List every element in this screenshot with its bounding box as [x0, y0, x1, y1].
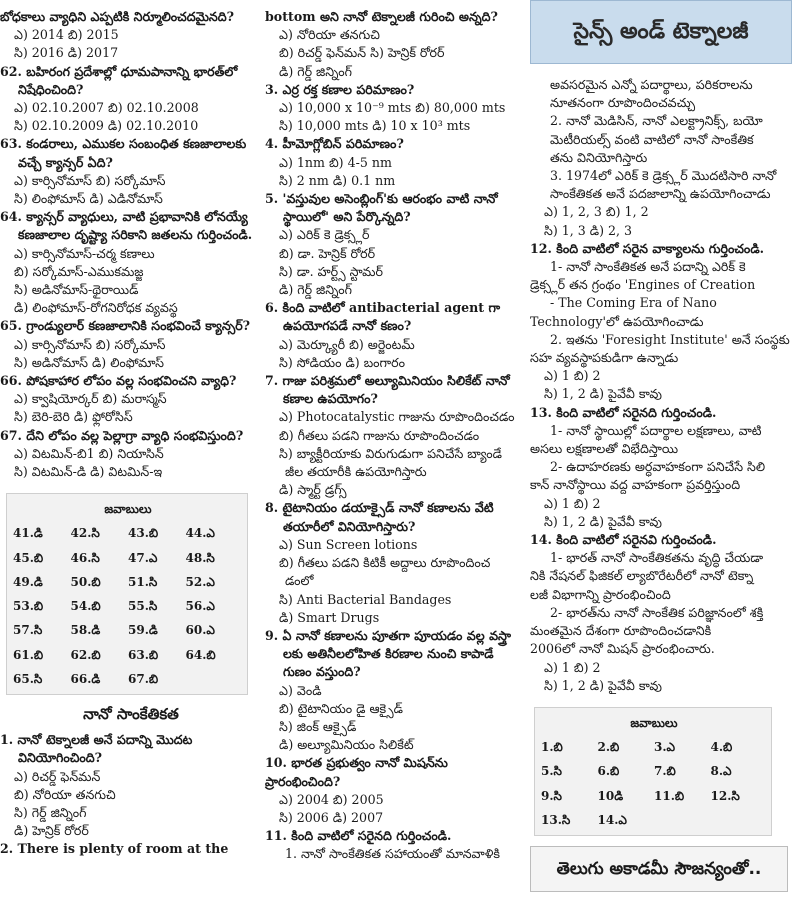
question-line: 66. పోషకాహార లోపం వల్ల సంభవించని వ్యాధి? — [0, 373, 237, 389]
question-line: 8. టైటానియం డయాక్సైడ్ నానో కణాలను వేటి — [265, 500, 494, 516]
answer-key-cell: 67.బి — [128, 671, 159, 686]
question-line: కణజాలాల దృష్ట్యా సరికాని జతలను గుర్తించండి. — [18, 227, 253, 243]
answer-key-cell: 8.ఎ — [710, 764, 732, 779]
question-line: Technology'లో ఉపయోగించాడు — [530, 313, 704, 329]
answer-option: సి) 1, 2 డి) పైవేవీ కావు — [544, 677, 662, 693]
answer-key-cell: 52.ఎ — [185, 574, 215, 589]
answer-key-cell: 61.బి — [13, 647, 44, 662]
answer-key-cell: 50.బి — [70, 574, 101, 589]
question-line: 65. గ్రాండ్యులార్ కణజాలానికి సంభవించే క్యాన్సర్? — [0, 318, 251, 334]
answer-option: ఎ) కార్సినోమాస్ బి) సర్కోమాస్ — [14, 172, 166, 188]
answer-option: ఎ) మెర్క్యూరీ బి) అర్జెంటమ్ — [279, 336, 415, 352]
answer-key-cell: 56.ఎ — [185, 599, 215, 614]
answer-option: డి) గెర్డ్ జిన్నింగ్ — [279, 282, 352, 298]
answer-key-cell: 58.డి — [70, 623, 101, 638]
answer-option: సి) 10,000 mts డి) 10 x 10³ mts — [279, 118, 471, 134]
question-line: లకు అతినీలలోహిత కిరణాల నుంచి కాపాడే — [283, 646, 494, 662]
column-2 — [265, 8, 520, 864]
answer-option: ఎ) 1, 2, 3 బి) 1, 2 — [544, 204, 649, 220]
question-line: బోధకాలు వ్యాధిని ఎప్పటికి నిర్మూలించదమైనది? — [0, 9, 235, 24]
answer-key-cell: 10డి — [597, 788, 624, 803]
answer-key-cell: 14.ఎ — [597, 812, 627, 827]
question-line: 5. 'వస్తువుల అసెంబ్లింగ్'కు ఆరంభం వాటి నానో — [265, 191, 498, 207]
answer-key-cell: 45.బి — [13, 550, 44, 565]
answer-option: సి) బ్యాక్టీరియాకు విరుగుడుగా పనిచేసే బ్యాండే — [279, 445, 502, 461]
answer-option: ఎ) 02.10.2007 బి) 02.10.2008 — [14, 100, 199, 116]
answer-option: డి) స్మార్ట్ డ్రగ్స్ — [279, 482, 347, 498]
question-line: నికి నేషనల్ ఫిజికల్ ల్యాబొరేటరీలో నానో టెక్నా — [530, 568, 754, 584]
answer-option: బి) నోరియా తనగుచి — [14, 786, 116, 802]
answer-box-title: జవాబులు — [630, 715, 678, 730]
column-1 — [0, 8, 262, 859]
answer-option: ఎ) విటమిన్-బి1 బి) నియాసిన్ — [14, 445, 164, 461]
question-line: వచ్చే క్యాన్సర్ ఏది? — [18, 154, 113, 170]
question-line: వినియోగించింది? — [18, 750, 103, 766]
answer-key-cell: 54.బి — [70, 599, 101, 614]
answer-option: డి) లింఫోమాస్-రోగనిరోధక వ్యవస్థ — [14, 300, 178, 316]
question-line: 10. భారత ప్రభుత్వం నానో మిషన్‌ను ప్రారంభించింది? — [265, 755, 448, 789]
question-line: 2. There is plenty of room at the — [0, 841, 229, 857]
answer-key-cell: 13.సి — [541, 812, 571, 827]
question-line: 2. ఇతను 'Foresight Institute' అనే సంస్థకు — [550, 331, 790, 347]
question-line: 3. ఎర్ర రక్త కణాల పరిమాణం? — [265, 81, 415, 97]
question-line: కాన్ నానోస్థాయి వద్ద వాహకంగా ప్రవర్తిస్తుంది — [530, 477, 741, 493]
answer-option: ఎ) 1nm బి) 4-5 nm — [279, 154, 392, 170]
question-line: తయారీలో వినియోగిస్తారు? — [283, 518, 416, 534]
question-line: డంలో — [285, 573, 314, 589]
answer-option: సి) 1, 3 డి) 2, 3 — [544, 222, 633, 238]
answer-key-cell: 41.డి — [13, 526, 43, 541]
answer-option: డి) హెన్రిక్ రోరర్ — [14, 823, 89, 839]
answer-option: ఎ) రిచర్డ్ ఫెన్‌మన్ — [14, 768, 101, 784]
question-line: కణాల ఉపయోగం? — [283, 391, 378, 407]
answer-option: సి) 1, 2 డి) పైవేవీ కావు — [544, 513, 662, 529]
question-line: 2006లో నానో మిషన్ ప్రారంభించారు. — [530, 641, 715, 657]
question-line: మంతమైన దేశంగా రూపొందించడానికి — [530, 623, 712, 639]
answer-box-1 — [6, 493, 248, 695]
answer-key-cell: 49.డి — [13, 574, 43, 589]
question-line: - The Coming Era of Nano — [550, 295, 717, 311]
question-line: స్థాయిలో' అని పేర్కొన్నది? — [283, 209, 411, 225]
question-line: లజీ విభాగాన్ని ప్రారంభించింది — [530, 586, 671, 602]
answer-option: బి) రిచర్డ్ ఫెన్‌మన్ సి) హెన్రిక్ రోరర్ — [279, 45, 445, 61]
answer-option: ఎ) 2004 బి) 2005 — [279, 791, 384, 807]
column-2-questions — [265, 8, 520, 864]
answer-key-cell: 11.బి — [654, 788, 685, 803]
question-line: 6. కింది వాటిలో antibacterial agent గా — [265, 300, 501, 316]
answer-box-title: జవాబులు — [104, 502, 152, 517]
question-line: 2- ఉదాహరణకు అర్ధవాహకంగా పనిచేసే సిలి — [550, 459, 766, 475]
answer-option: బి) గీతలు పడని కిటికీ అద్దాలు రూపొందించ — [279, 555, 491, 571]
answer-option: ఎ) 10,000 x 10⁻⁹ mts బి) 80,000 mts — [279, 100, 506, 116]
question-line: 12. కింది వాటిలో సరైన వాక్యాలను గుర్తించండి. — [530, 240, 765, 256]
answer-grid-1 — [13, 524, 243, 687]
question-line: ఉపయోగపడే నానో కణం? — [283, 318, 412, 334]
answer-box-2 — [534, 707, 772, 836]
answer-key-cell: 43.బి — [128, 526, 159, 541]
question-line: 1- నానో సాంకేతికత అనే పదాన్ని ఎరిక్ కె — [550, 259, 746, 275]
answer-key-cell: 2.బి — [597, 740, 620, 755]
question-line: 11. కింది వాటిలో సరైనది గుర్తించండి. — [265, 828, 452, 844]
answer-key-cell: 64.బి — [185, 647, 216, 662]
answer-option: బి) గీతలు పడని గాజును రూపొందించడం — [279, 427, 480, 443]
answer-option: డి) అల్యూమినియం సిలికేట్ — [279, 737, 414, 753]
question-line: 1. నానో సాంకేతికత సహాయంతో మానవాళికి — [285, 846, 500, 862]
answer-option: ఎ) క్వాషియోర్కర్ బి) మరాస్మస్ — [14, 391, 167, 407]
answer-option: సి) 2 nm డి) 0.1 nm — [279, 172, 396, 188]
answer-option: ఎ) 2014 బి) 2015 — [14, 27, 119, 43]
answer-option: ఎ) నోరియా తనగుచి — [279, 27, 380, 43]
answer-option: సి) 02.10.2009 డి) 02.10.2010 — [14, 118, 199, 134]
answer-key-cell: 44.ఎ — [185, 526, 215, 541]
question-line: bottom అని నానో టెక్నాలజీ గురించి అన్నది? — [265, 9, 498, 24]
answer-key-cell: 42.సి — [70, 526, 100, 541]
answer-key-cell: 4.బి — [710, 740, 733, 755]
question-line: 63. కండరాలు, ఎముకల సంబంధిత కణజాలాలకు — [0, 136, 247, 152]
answer-option: ఎ) 1 బి) 2 — [544, 659, 601, 675]
answer-option: సి) 2006 డి) 2007 — [279, 809, 384, 825]
question-line: తను వినియోగిస్తారు — [550, 149, 648, 165]
answer-option: బి) డా. హెన్రిక్ రోరర్ — [279, 245, 376, 261]
answer-key-cell: 53.బి — [13, 599, 44, 614]
question-line: 2- భారత్‌ను నానో సాంకేతిక పరిజ్ఞానంలో శక్తి — [550, 604, 764, 620]
answer-key-cell: 51.సి — [128, 574, 158, 589]
question-line: జీల తయారీకి ఉపయోగిస్తారు — [285, 464, 427, 480]
answer-option: సి) లింఫోమాస్ డి) ఎడినోమాస్ — [14, 191, 163, 207]
question-line: 4. హీమోగ్లోబిన్ పరిమాణం? — [265, 136, 404, 152]
column-1-section-questions — [0, 731, 262, 858]
question-line: 2. నానో మెడిసిన్, నానో ఎలక్ట్రానిక్స్, బయో — [550, 113, 763, 129]
answer-key-cell: 66.డి — [70, 671, 101, 686]
answer-key-cell: 3.ఎ — [654, 740, 676, 755]
answer-key-cell: 60.ఎ — [185, 623, 215, 638]
question-line: 1- భారత్ నానో సాంకేతికతను వృద్ధి చేయడా — [550, 550, 764, 566]
answer-option: సి) డా. హర్ట్స్ స్టామర్ — [279, 263, 383, 279]
answer-key-cell: 59.డి — [128, 623, 158, 638]
answer-option: బి) టైటానియం డై ఆక్సైడ్ — [279, 700, 403, 716]
answer-key-cell: 62.బి — [70, 647, 101, 662]
question-line: 13. కింది వాటిలో సరైనది గుర్తించండి. — [530, 404, 717, 420]
answer-option: సి) అడినోమాస్ డి) లింఫోమాస్ — [14, 354, 164, 370]
question-line: డ్రెక్స్లర్ తన గ్రంథం 'Engines of Creation — [530, 277, 756, 293]
section-title: నానో సాంకేతికత — [83, 704, 179, 723]
courtesy-footer: తెలుగు అకాడమీ సౌజన్యంతో.. — [530, 846, 788, 892]
question-line: అసలు లక్షణాలతో విభేదిస్తాయి — [530, 441, 679, 457]
question-line: 67. దేని లోపం వల్ల పెల్లాగ్రా వ్యాధి సంభవిస్తుంది? — [0, 427, 244, 443]
question-line: సహ వ్యవస్థాపకుడిగా ఉన్నాడు — [530, 350, 679, 366]
question-line: 7. గాజు పరిశ్రమలో అల్యూమినియం సిలికేట్ నానో — [265, 373, 510, 389]
answer-option: సి) గెర్డ్ జిన్నింగ్ — [14, 804, 87, 820]
answer-key-cell: 47.ఎ — [128, 550, 158, 565]
question-line: గుణం వస్తుంది? — [283, 664, 361, 680]
answer-key-cell: 5.సి — [541, 764, 562, 779]
answer-option: ఎ) ఎరిక్ కె డ్రెక్స్లర్ — [279, 227, 370, 243]
question-line: 1- నానో స్థాయిల్లో పదార్థాల లక్షణాలు, వాటి — [550, 422, 762, 438]
answer-option: సి) బెరి-బెరి డి) ఫ్లోరోసిస్ — [14, 409, 133, 425]
question-line: అవసరమైన ఎన్నో పదార్థాలు, పరికరాలను — [550, 77, 753, 92]
question-line: సాంకేతికత అనే పదజాలాన్ని ఉపయోగించాడు — [550, 186, 771, 202]
answer-option: ఎ) Photocatalystic గాజును రూపొందించడం — [279, 409, 515, 425]
question-line: 14. కింది వాటిలో సరైనవి గుర్తించండి. — [530, 532, 717, 548]
question-line: నూతనంగా రూపొందించవచ్చు — [550, 95, 696, 111]
answer-option: బి) సర్కోమాస్-ఎముకమజ్జ — [14, 263, 144, 279]
column-1-questions — [0, 8, 262, 481]
answer-key-cell: 63.బి — [128, 647, 159, 662]
answer-key-cell: 6.బి — [597, 764, 620, 779]
question-line: 1. నానో టెక్నాలజీ అనే పదాన్ని మొదట — [0, 732, 193, 748]
answer-option: ఎ) 1 బి) 2 — [544, 368, 601, 384]
question-line: 62. బహిరంగ ప్రదేశాల్లో ధూమపానాన్ని భారత్‌లో — [0, 63, 238, 79]
answer-option: సి) 1, 2 డి) పైవేవీ కావు — [544, 386, 662, 402]
answer-option: ఎ) Sun Screen lotions — [279, 536, 418, 552]
column-3-questions — [530, 76, 795, 695]
answer-option: సి) 2016 డి) 2017 — [14, 45, 119, 61]
question-line: 9. ఏ నానో కణాలను పూతగా పూయడం వల్ల వస్త్రా — [265, 627, 512, 643]
answer-option: ఎ) వెండి — [279, 682, 322, 698]
answer-option: సి) అడినోమాస్-థైరాయిడ్ — [14, 282, 139, 298]
answer-option: సి) విటమిన్-డి డి) విటమిన్-ఇ — [14, 464, 163, 480]
question-line: 3. 1974లో ఎరిక్ కె డ్రెక్స్లర్ మొదటిసారి నానో — [550, 168, 777, 184]
answer-key-cell: 46.సి — [70, 550, 100, 565]
answer-option: ఎ) కార్సినోమాస్ బి) సర్కోమాస్ — [14, 336, 166, 352]
answer-key-cell: 1.బి — [541, 740, 563, 755]
answer-key-cell: 55.సి — [128, 599, 158, 614]
answer-key-cell: 57.సి — [13, 623, 43, 638]
answer-grid-2 — [541, 738, 767, 829]
answer-option: ఎ) 1 బి) 2 — [544, 495, 601, 511]
answer-option: ఎ) కార్సినోమాస్-చర్మ కణాలు — [14, 245, 155, 261]
answer-key-cell: 48.సి — [185, 550, 215, 565]
answer-key-cell: 9.సి — [541, 788, 562, 803]
question-line: మెటీరియల్స్ వంటి వాటిలో నానో సాంకేతిక — [550, 131, 754, 147]
section-banner: సైన్స్ అండ్ టెక్నాలజీ — [530, 0, 792, 64]
answer-option: సి) సోడియం డి) బంగారం — [279, 354, 405, 370]
answer-option: డి) Smart Drugs — [279, 609, 380, 625]
answer-option: సి) జింక్ ఆక్సైడ్ — [279, 718, 357, 734]
answer-key-cell: 12.సి — [710, 788, 740, 803]
answer-option: సి) Anti Bacterial Bandages — [279, 591, 452, 607]
answer-key-cell: 7.బి — [654, 764, 676, 779]
answer-option: డి) గెర్డ్ జిన్నింగ్ — [279, 63, 352, 79]
question-line: నిషేధించింది? — [18, 81, 84, 97]
question-line: 64. క్యాన్సర్ వ్యాధులు, వాటి ప్రభావానికి లోనయ్యే — [0, 209, 248, 225]
answer-key-cell: 65.సి — [13, 671, 43, 686]
